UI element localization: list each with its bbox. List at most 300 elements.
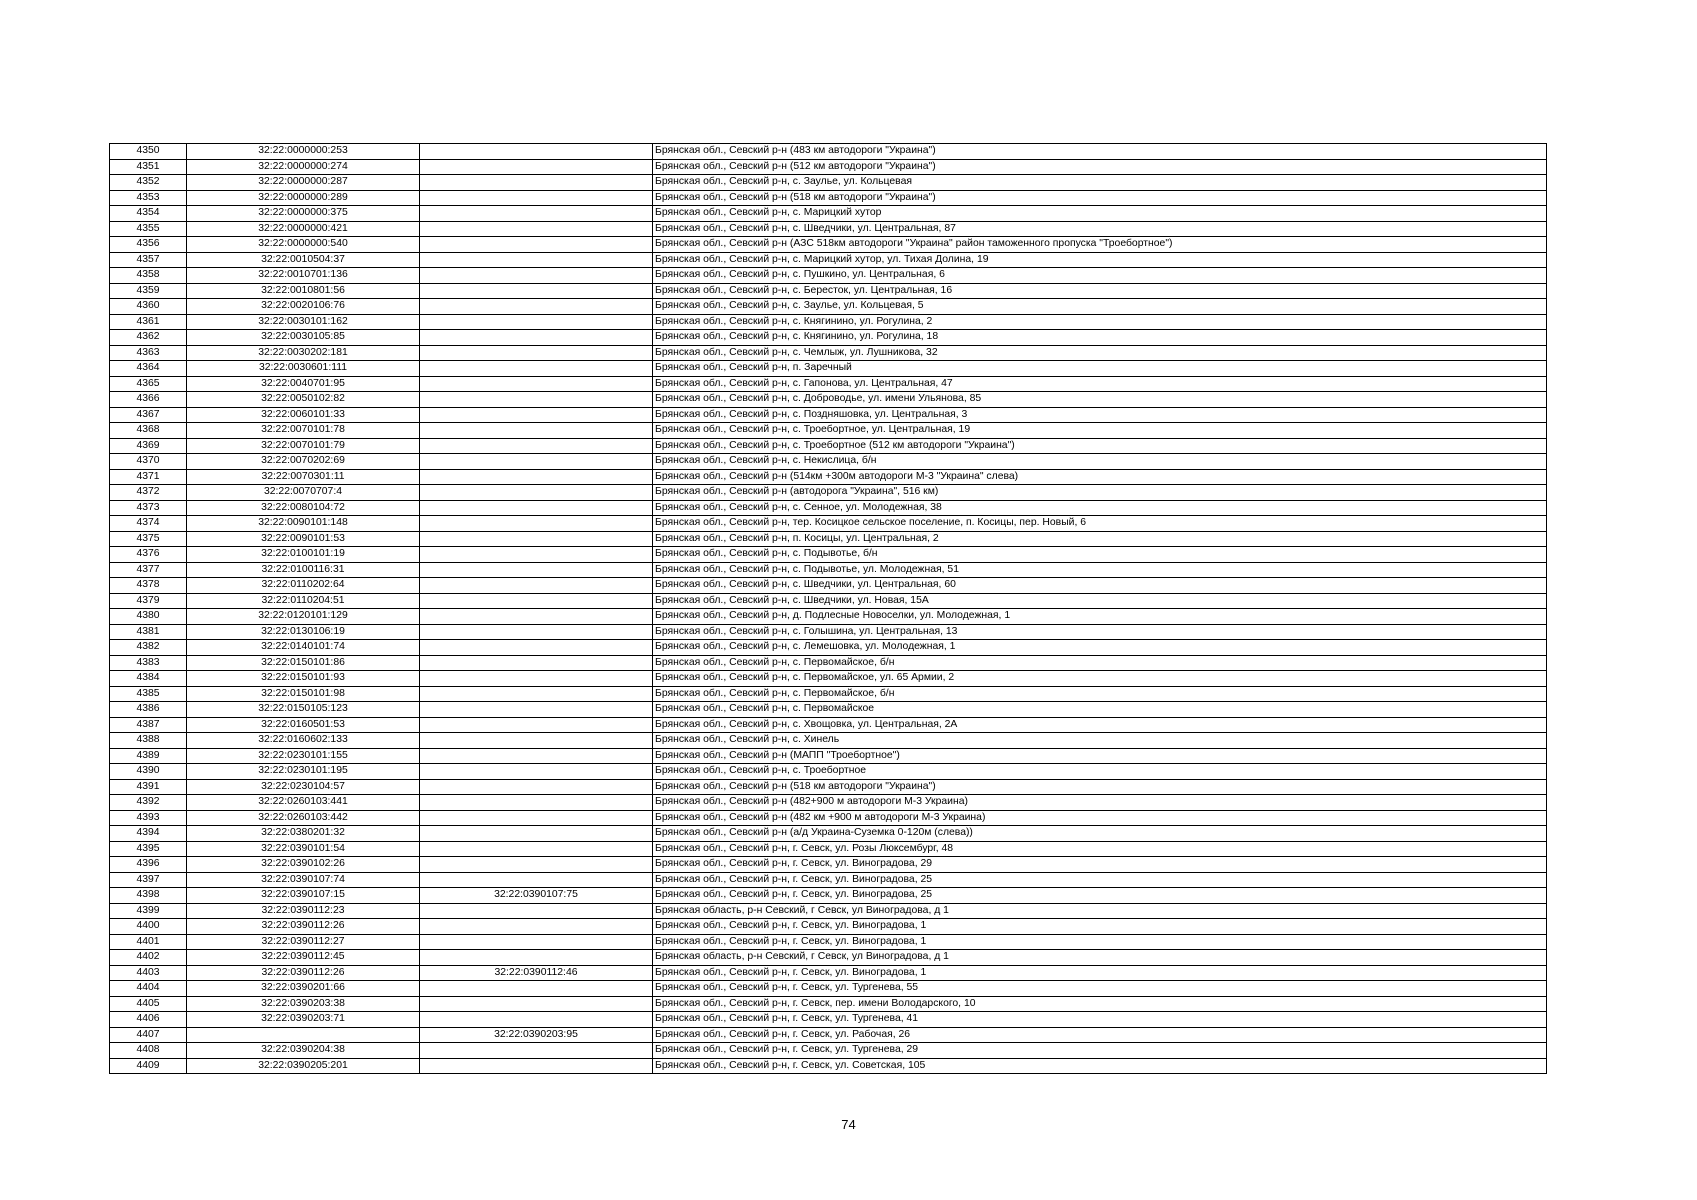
table-row bbox=[110, 640, 1547, 656]
cadastral-number-cell: 32:22:0000000:540 bbox=[187, 237, 420, 253]
cadastral-number-cell: 32:22:0390112:27 bbox=[187, 934, 420, 950]
linked-cadastral-number-cell bbox=[420, 516, 653, 532]
row-number-cell: 4408 bbox=[110, 1043, 187, 1059]
row-number-cell: 4384 bbox=[110, 671, 187, 687]
cadastral-number-cell: 32:22:0010701:136 bbox=[187, 268, 420, 284]
table-row bbox=[110, 965, 1547, 981]
row-number-cell: 4366 bbox=[110, 392, 187, 408]
linked-cadastral-number-cell bbox=[420, 779, 653, 795]
linked-cadastral-number-cell bbox=[420, 919, 653, 935]
address-cell: Брянская обл., Севский р-н (МАПП "Троебортное") bbox=[653, 748, 1547, 764]
row-number-cell: 4377 bbox=[110, 562, 187, 578]
linked-cadastral-number-cell bbox=[420, 469, 653, 485]
row-number-cell: 4399 bbox=[110, 903, 187, 919]
address-cell: Брянская обл., Севский р-н, с. Голышина, ул. Центральная, 13 bbox=[653, 624, 1547, 640]
registry-table-body bbox=[110, 144, 1547, 1074]
cadastral-number-cell: 32:22:0100101:19 bbox=[187, 547, 420, 563]
cadastral-number-cell: 32:22:0020106:76 bbox=[187, 299, 420, 315]
cadastral-number-cell: 32:22:0390203:71 bbox=[187, 1012, 420, 1028]
table-row bbox=[110, 702, 1547, 718]
linked-cadastral-number-cell bbox=[420, 237, 653, 253]
linked-cadastral-number-cell bbox=[420, 671, 653, 687]
linked-cadastral-number-cell bbox=[420, 175, 653, 191]
linked-cadastral-number-cell bbox=[420, 454, 653, 470]
address-cell: Брянская обл., Севский р-н, г. Севск, ул. Виноградова, 29 bbox=[653, 857, 1547, 873]
address-cell: Брянская обл., Севский р-н, г. Севск, ул. Тургенева, 29 bbox=[653, 1043, 1547, 1059]
table-row bbox=[110, 624, 1547, 640]
linked-cadastral-number-cell bbox=[420, 841, 653, 857]
linked-cadastral-number-cell bbox=[420, 407, 653, 423]
table-row bbox=[110, 392, 1547, 408]
table-row bbox=[110, 857, 1547, 873]
table-row bbox=[110, 764, 1547, 780]
cadastral-number-cell: 32:22:0160501:53 bbox=[187, 717, 420, 733]
address-cell: Брянская обл., Севский р-н, с. Хинель bbox=[653, 733, 1547, 749]
table-row bbox=[110, 795, 1547, 811]
row-number-cell: 4387 bbox=[110, 717, 187, 733]
address-cell: Брянская обл., Севский р-н, с. Княгинино, ул. Рогулина, 18 bbox=[653, 330, 1547, 346]
row-number-cell: 4372 bbox=[110, 485, 187, 501]
row-number-cell: 4354 bbox=[110, 206, 187, 222]
row-number-cell: 4375 bbox=[110, 531, 187, 547]
linked-cadastral-number-cell bbox=[420, 655, 653, 671]
linked-cadastral-number-cell bbox=[420, 795, 653, 811]
linked-cadastral-number-cell bbox=[420, 345, 653, 361]
cadastral-number-cell: 32:22:0390205:201 bbox=[187, 1058, 420, 1074]
table-row bbox=[110, 469, 1547, 485]
cadastral-number-cell: 32:22:0090101:148 bbox=[187, 516, 420, 532]
linked-cadastral-number-cell bbox=[420, 392, 653, 408]
table-row bbox=[110, 1043, 1547, 1059]
row-number-cell: 4394 bbox=[110, 826, 187, 842]
address-cell: Брянская обл., Севский р-н, п. Заречный bbox=[653, 361, 1547, 377]
row-number-cell: 4403 bbox=[110, 965, 187, 981]
address-cell: Брянская обл., Севский р-н (АЗС 518км автодороги "Украина" район таможенного пропуска "Троебортное") bbox=[653, 237, 1547, 253]
linked-cadastral-number-cell bbox=[420, 1058, 653, 1074]
address-cell: Брянская область, р-н Севский, г Севск, ул Виноградова, д 1 bbox=[653, 903, 1547, 919]
address-cell: Брянская обл., Севский р-н, с. Бересток, ул. Центральная, 16 bbox=[653, 283, 1547, 299]
address-cell: Брянская обл., Севский р-н, с. Шведчики, ул. Новая, 15А bbox=[653, 593, 1547, 609]
cadastral-number-cell: 32:22:0390107:74 bbox=[187, 872, 420, 888]
row-number-cell: 4356 bbox=[110, 237, 187, 253]
cadastral-number-cell: 32:22:0390107:15 bbox=[187, 888, 420, 904]
cadastral-number-cell: 32:22:0230101:155 bbox=[187, 748, 420, 764]
address-cell: Брянская обл., Севский р-н, с. Хвощовка, ул. Центральная, 2А bbox=[653, 717, 1547, 733]
row-number-cell: 4380 bbox=[110, 609, 187, 625]
linked-cadastral-number-cell: 32:22:0390203:95 bbox=[420, 1027, 653, 1043]
table-row bbox=[110, 500, 1547, 516]
table-row bbox=[110, 578, 1547, 594]
row-number-cell: 4402 bbox=[110, 950, 187, 966]
linked-cadastral-number-cell bbox=[420, 283, 653, 299]
linked-cadastral-number-cell bbox=[420, 144, 653, 160]
row-number-cell: 4369 bbox=[110, 438, 187, 454]
address-cell: Брянская обл., Севский р-н, с. Марицкий хутор bbox=[653, 206, 1547, 222]
table-row bbox=[110, 547, 1547, 563]
table-row bbox=[110, 237, 1547, 253]
table-row bbox=[110, 919, 1547, 935]
linked-cadastral-number-cell bbox=[420, 872, 653, 888]
row-number-cell: 4364 bbox=[110, 361, 187, 377]
address-cell: Брянская обл., Севский р-н (483 км автодороги "Украина") bbox=[653, 144, 1547, 160]
address-cell: Брянская обл., Севский р-н (518 км автодороги "Украина") bbox=[653, 190, 1547, 206]
table-row bbox=[110, 950, 1547, 966]
cadastral-number-cell: 32:22:0390112:23 bbox=[187, 903, 420, 919]
table-row bbox=[110, 485, 1547, 501]
row-number-cell: 4363 bbox=[110, 345, 187, 361]
address-cell: Брянская обл., Севский р-н, г. Севск, ул. Виноградова, 1 bbox=[653, 965, 1547, 981]
cadastral-number-cell: 32:22:0070202:69 bbox=[187, 454, 420, 470]
row-number-cell: 4396 bbox=[110, 857, 187, 873]
row-number-cell: 4360 bbox=[110, 299, 187, 315]
cadastral-number-cell: 32:22:0000000:375 bbox=[187, 206, 420, 222]
table-row bbox=[110, 1058, 1547, 1074]
row-number-cell: 4385 bbox=[110, 686, 187, 702]
linked-cadastral-number-cell bbox=[420, 330, 653, 346]
cadastral-number-cell: 32:22:0110202:64 bbox=[187, 578, 420, 594]
table-row bbox=[110, 516, 1547, 532]
linked-cadastral-number-cell bbox=[420, 810, 653, 826]
linked-cadastral-number-cell bbox=[420, 950, 653, 966]
address-cell: Брянская обл., Севский р-н, тер. Косицкое сельское поселение, п. Косицы, пер. Новый, 6 bbox=[653, 516, 1547, 532]
linked-cadastral-number-cell bbox=[420, 733, 653, 749]
row-number-cell: 4391 bbox=[110, 779, 187, 795]
row-number-cell: 4401 bbox=[110, 934, 187, 950]
cadastral-number-cell: 32:22:0160602:133 bbox=[187, 733, 420, 749]
cadastral-number-cell: 32:22:0090101:53 bbox=[187, 531, 420, 547]
row-number-cell: 4367 bbox=[110, 407, 187, 423]
cadastral-number-cell: 32:22:0260103:441 bbox=[187, 795, 420, 811]
row-number-cell: 4406 bbox=[110, 1012, 187, 1028]
cadastral-number-cell: 32:22:0390203:38 bbox=[187, 996, 420, 1012]
cadastral-number-cell: 32:22:0060101:33 bbox=[187, 407, 420, 423]
linked-cadastral-number-cell bbox=[420, 221, 653, 237]
address-cell: Брянская область, р-н Севский, г Севск, ул Виноградова, д 1 bbox=[653, 950, 1547, 966]
cadastral-number-cell: 32:22:0030105:85 bbox=[187, 330, 420, 346]
table-row bbox=[110, 144, 1547, 160]
cadastral-number-cell: 32:22:0390112:26 bbox=[187, 965, 420, 981]
row-number-cell: 4373 bbox=[110, 500, 187, 516]
cadastral-number-cell: 32:22:0390204:38 bbox=[187, 1043, 420, 1059]
address-cell: Брянская обл., Севский р-н (а/д Украина-Суземка 0-120м (слева)) bbox=[653, 826, 1547, 842]
cadastral-number-cell: 32:22:0130106:19 bbox=[187, 624, 420, 640]
table-row bbox=[110, 1027, 1547, 1043]
address-cell: Брянская обл., Севский р-н, с. Чемлыж, ул. Лушникова, 32 bbox=[653, 345, 1547, 361]
row-number-cell: 4361 bbox=[110, 314, 187, 330]
linked-cadastral-number-cell bbox=[420, 686, 653, 702]
row-number-cell: 4376 bbox=[110, 547, 187, 563]
address-cell: Брянская обл., Севский р-н, с. Первомайское, б/н bbox=[653, 686, 1547, 702]
address-cell: Брянская обл., Севский р-н, с. Троебортное (512 км автодороги "Украина") bbox=[653, 438, 1547, 454]
address-cell: Брянская обл., Севский р-н, с. Доброводье, ул. имени Ульянова, 85 bbox=[653, 392, 1547, 408]
linked-cadastral-number-cell bbox=[420, 640, 653, 656]
linked-cadastral-number-cell bbox=[420, 748, 653, 764]
linked-cadastral-number-cell: 32:22:0390112:46 bbox=[420, 965, 653, 981]
linked-cadastral-number-cell bbox=[420, 562, 653, 578]
table-row bbox=[110, 531, 1547, 547]
table-row bbox=[110, 841, 1547, 857]
row-number-cell: 4359 bbox=[110, 283, 187, 299]
row-number-cell: 4357 bbox=[110, 252, 187, 268]
cadastral-number-cell: 32:22:0150101:93 bbox=[187, 671, 420, 687]
row-number-cell: 4365 bbox=[110, 376, 187, 392]
row-number-cell: 4400 bbox=[110, 919, 187, 935]
table-row bbox=[110, 330, 1547, 346]
row-number-cell: 4395 bbox=[110, 841, 187, 857]
row-number-cell: 4409 bbox=[110, 1058, 187, 1074]
cadastral-number-cell: 32:22:0150105:123 bbox=[187, 702, 420, 718]
cadastral-number-cell: 32:22:0000000:287 bbox=[187, 175, 420, 191]
table-row bbox=[110, 826, 1547, 842]
table-row bbox=[110, 717, 1547, 733]
cadastral-number-cell: 32:22:0380201:32 bbox=[187, 826, 420, 842]
cadastral-number-cell: 32:22:0390101:54 bbox=[187, 841, 420, 857]
linked-cadastral-number-cell bbox=[420, 1043, 653, 1059]
linked-cadastral-number-cell bbox=[420, 981, 653, 997]
row-number-cell: 4358 bbox=[110, 268, 187, 284]
linked-cadastral-number-cell bbox=[420, 299, 653, 315]
cadastral-number-cell: 32:22:0230104:57 bbox=[187, 779, 420, 795]
linked-cadastral-number-cell bbox=[420, 500, 653, 516]
row-number-cell: 4404 bbox=[110, 981, 187, 997]
row-number-cell: 4388 bbox=[110, 733, 187, 749]
table-row bbox=[110, 423, 1547, 439]
linked-cadastral-number-cell bbox=[420, 268, 653, 284]
cadastral-number-cell: 32:22:0390201:66 bbox=[187, 981, 420, 997]
cadastral-number-cell: 32:22:0390102:26 bbox=[187, 857, 420, 873]
address-cell: Брянская обл., Севский р-н, с. Некислица, б/н bbox=[653, 454, 1547, 470]
cadastral-number-cell: 32:22:0030202:181 bbox=[187, 345, 420, 361]
row-number-cell: 4355 bbox=[110, 221, 187, 237]
table-row bbox=[110, 1012, 1547, 1028]
cadastral-number-cell: 32:22:0040701:95 bbox=[187, 376, 420, 392]
table-row bbox=[110, 903, 1547, 919]
row-number-cell: 4368 bbox=[110, 423, 187, 439]
linked-cadastral-number-cell bbox=[420, 190, 653, 206]
address-cell: Брянская обл., Севский р-н (автодорога "Украина", 516 км) bbox=[653, 485, 1547, 501]
cadastral-number-cell: 32:22:0070101:79 bbox=[187, 438, 420, 454]
address-cell: Брянская обл., Севский р-н, с. Первомайское, ул. 65 Армии, 2 bbox=[653, 671, 1547, 687]
table-row bbox=[110, 562, 1547, 578]
address-cell: Брянская обл., Севский р-н, с. Первомайское, б/н bbox=[653, 655, 1547, 671]
row-number-cell: 4390 bbox=[110, 764, 187, 780]
address-cell: Брянская обл., Севский р-н, г. Севск, ул. Виноградова, 25 bbox=[653, 872, 1547, 888]
cadastral-number-cell: 32:22:0000000:253 bbox=[187, 144, 420, 160]
table-row bbox=[110, 872, 1547, 888]
linked-cadastral-number-cell bbox=[420, 996, 653, 1012]
cadastral-number-cell: 32:22:0140101:74 bbox=[187, 640, 420, 656]
table-row bbox=[110, 748, 1547, 764]
cadastral-number-cell: 32:22:0010801:56 bbox=[187, 283, 420, 299]
row-number-cell: 4370 bbox=[110, 454, 187, 470]
address-cell: Брянская обл., Севский р-н (512 км автодороги "Украина") bbox=[653, 159, 1547, 175]
cadastral-number-cell: 32:22:0080104:72 bbox=[187, 500, 420, 516]
cadastral-number-cell: 32:22:0010504:37 bbox=[187, 252, 420, 268]
table-row bbox=[110, 252, 1547, 268]
row-number-cell: 4392 bbox=[110, 795, 187, 811]
page-number: 74 bbox=[841, 1117, 856, 1132]
linked-cadastral-number-cell bbox=[420, 531, 653, 547]
table-row bbox=[110, 888, 1547, 904]
linked-cadastral-number-cell bbox=[420, 903, 653, 919]
cadastral-registry-table bbox=[109, 143, 1547, 1074]
table-row bbox=[110, 981, 1547, 997]
table-row bbox=[110, 996, 1547, 1012]
address-cell: Брянская обл., Севский р-н, г. Севск, ул. Тургенева, 55 bbox=[653, 981, 1547, 997]
address-cell: Брянская обл., Севский р-н, с. Заулье, ул. Кольцевая bbox=[653, 175, 1547, 191]
table-row bbox=[110, 454, 1547, 470]
cadastral-number-cell: 32:22:0070101:78 bbox=[187, 423, 420, 439]
linked-cadastral-number-cell bbox=[420, 485, 653, 501]
table-row bbox=[110, 671, 1547, 687]
row-number-cell: 4351 bbox=[110, 159, 187, 175]
address-cell: Брянская обл., Севский р-н, г. Севск, пер. имени Володарского, 10 bbox=[653, 996, 1547, 1012]
row-number-cell: 4407 bbox=[110, 1027, 187, 1043]
cadastral-number-cell: 32:22:0150101:98 bbox=[187, 686, 420, 702]
cadastral-number-cell: 32:22:0000000:289 bbox=[187, 190, 420, 206]
row-number-cell: 4350 bbox=[110, 144, 187, 160]
linked-cadastral-number-cell bbox=[420, 206, 653, 222]
row-number-cell: 4379 bbox=[110, 593, 187, 609]
linked-cadastral-number-cell bbox=[420, 609, 653, 625]
address-cell: Брянская обл., Севский р-н (514км +300м автодороги М-3 "Украина" слева) bbox=[653, 469, 1547, 485]
address-cell: Брянская обл., Севский р-н, г. Севск, ул. Розы Люксембург, 48 bbox=[653, 841, 1547, 857]
table-row bbox=[110, 221, 1547, 237]
cadastral-number-cell: 32:22:0390112:45 bbox=[187, 950, 420, 966]
address-cell: Брянская обл., Севский р-н, с. Подывотье, ул. Молодежная, 51 bbox=[653, 562, 1547, 578]
table-row bbox=[110, 283, 1547, 299]
address-cell: Брянская обл., Севский р-н, г. Севск, ул. Виноградова, 1 bbox=[653, 919, 1547, 935]
address-cell: Брянская обл., Севский р-н, с. Княгинино, ул. Рогулина, 2 bbox=[653, 314, 1547, 330]
address-cell: Брянская обл., Севский р-н (482 км +900 м автодороги М-3 Украина) bbox=[653, 810, 1547, 826]
row-number-cell: 4386 bbox=[110, 702, 187, 718]
row-number-cell: 4362 bbox=[110, 330, 187, 346]
row-number-cell: 4405 bbox=[110, 996, 187, 1012]
address-cell: Брянская обл., Севский р-н, с. Лемешовка, ул. Молодежная, 1 bbox=[653, 640, 1547, 656]
table-row bbox=[110, 376, 1547, 392]
table-row bbox=[110, 190, 1547, 206]
linked-cadastral-number-cell bbox=[420, 857, 653, 873]
table-row bbox=[110, 655, 1547, 671]
cadastral-number-cell: 32:22:0230101:195 bbox=[187, 764, 420, 780]
linked-cadastral-number-cell bbox=[420, 159, 653, 175]
address-cell: Брянская обл., Севский р-н, с. Сенное, ул. Молодежная, 38 bbox=[653, 500, 1547, 516]
cadastral-number-cell: 32:22:0030101:162 bbox=[187, 314, 420, 330]
address-cell: Брянская обл., Севский р-н, г. Севск, ул. Советская, 105 bbox=[653, 1058, 1547, 1074]
address-cell: Брянская обл., Севский р-н (482+900 м автодороги М-3 Украина) bbox=[653, 795, 1547, 811]
address-cell: Брянская обл., Севский р-н, г. Севск, ул. Виноградова, 25 bbox=[653, 888, 1547, 904]
cadastral-number-cell: 32:22:0390112:26 bbox=[187, 919, 420, 935]
linked-cadastral-number-cell bbox=[420, 376, 653, 392]
cadastral-number-cell: 32:22:0150101:86 bbox=[187, 655, 420, 671]
table-row bbox=[110, 345, 1547, 361]
table-row bbox=[110, 593, 1547, 609]
row-number-cell: 4382 bbox=[110, 640, 187, 656]
address-cell: Брянская обл., Севский р-н, г. Севск, ул. Рабочая, 26 bbox=[653, 1027, 1547, 1043]
linked-cadastral-number-cell bbox=[420, 314, 653, 330]
cadastral-number-cell: 32:22:0100116:31 bbox=[187, 562, 420, 578]
cadastral-number-cell: 32:22:0260103:442 bbox=[187, 810, 420, 826]
address-cell: Брянская обл., Севский р-н, с. Троебортное, ул. Центральная, 19 bbox=[653, 423, 1547, 439]
cadastral-number-cell: 32:22:0030601:111 bbox=[187, 361, 420, 377]
address-cell: Брянская обл., Севский р-н, с. Марицкий хутор, ул. Тихая Долина, 19 bbox=[653, 252, 1547, 268]
cadastral-number-cell bbox=[187, 1027, 420, 1043]
row-number-cell: 4389 bbox=[110, 748, 187, 764]
table-row bbox=[110, 934, 1547, 950]
address-cell: Брянская обл., Севский р-н, п. Косицы, ул. Центральная, 2 bbox=[653, 531, 1547, 547]
address-cell: Брянская обл., Севский р-н, с. Первомайское bbox=[653, 702, 1547, 718]
linked-cadastral-number-cell bbox=[420, 578, 653, 594]
table-row bbox=[110, 609, 1547, 625]
table-row bbox=[110, 438, 1547, 454]
linked-cadastral-number-cell bbox=[420, 717, 653, 733]
table-row bbox=[110, 314, 1547, 330]
linked-cadastral-number-cell bbox=[420, 252, 653, 268]
table-row bbox=[110, 159, 1547, 175]
linked-cadastral-number-cell bbox=[420, 624, 653, 640]
row-number-cell: 4378 bbox=[110, 578, 187, 594]
address-cell: Брянская обл., Севский р-н, с. Поздняшовка, ул. Центральная, 3 bbox=[653, 407, 1547, 423]
linked-cadastral-number-cell bbox=[420, 702, 653, 718]
cadastral-number-cell: 32:22:0000000:274 bbox=[187, 159, 420, 175]
linked-cadastral-number-cell bbox=[420, 826, 653, 842]
address-cell: Брянская обл., Севский р-н, с. Троебортное bbox=[653, 764, 1547, 780]
table-row bbox=[110, 810, 1547, 826]
table-row bbox=[110, 779, 1547, 795]
row-number-cell: 4374 bbox=[110, 516, 187, 532]
row-number-cell: 4353 bbox=[110, 190, 187, 206]
address-cell: Брянская обл., Севский р-н, д. Подлесные Новоселки, ул. Молодежная, 1 bbox=[653, 609, 1547, 625]
table-row bbox=[110, 175, 1547, 191]
linked-cadastral-number-cell bbox=[420, 934, 653, 950]
address-cell: Брянская обл., Севский р-н, с. Пушкино, ул. Центральная, 6 bbox=[653, 268, 1547, 284]
linked-cadastral-number-cell: 32:22:0390107:75 bbox=[420, 888, 653, 904]
row-number-cell: 4398 bbox=[110, 888, 187, 904]
row-number-cell: 4397 bbox=[110, 872, 187, 888]
address-cell: Брянская обл., Севский р-н, с. Гапонова, ул. Центральная, 47 bbox=[653, 376, 1547, 392]
address-cell: Брянская обл., Севский р-н, с. Шведчики, ул. Центральная, 87 bbox=[653, 221, 1547, 237]
table-row bbox=[110, 733, 1547, 749]
row-number-cell: 4381 bbox=[110, 624, 187, 640]
linked-cadastral-number-cell bbox=[420, 438, 653, 454]
table-row bbox=[110, 407, 1547, 423]
linked-cadastral-number-cell bbox=[420, 764, 653, 780]
cadastral-number-cell: 32:22:0050102:82 bbox=[187, 392, 420, 408]
linked-cadastral-number-cell bbox=[420, 547, 653, 563]
address-cell: Брянская обл., Севский р-н, с. Шведчики, ул. Центральная, 60 bbox=[653, 578, 1547, 594]
linked-cadastral-number-cell bbox=[420, 423, 653, 439]
linked-cadastral-number-cell bbox=[420, 593, 653, 609]
row-number-cell: 4393 bbox=[110, 810, 187, 826]
cadastral-number-cell: 32:22:0120101:129 bbox=[187, 609, 420, 625]
address-cell: Брянская обл., Севский р-н, г. Севск, ул. Виноградова, 1 bbox=[653, 934, 1547, 950]
address-cell: Брянская обл., Севский р-н, г. Севск, ул. Тургенева, 41 bbox=[653, 1012, 1547, 1028]
table-row bbox=[110, 686, 1547, 702]
cadastral-number-cell: 32:22:0000000:421 bbox=[187, 221, 420, 237]
cadastral-number-cell: 32:22:0110204:51 bbox=[187, 593, 420, 609]
cadastral-number-cell: 32:22:0070301:11 bbox=[187, 469, 420, 485]
cadastral-number-cell: 32:22:0070707:4 bbox=[187, 485, 420, 501]
table-row bbox=[110, 361, 1547, 377]
table-row bbox=[110, 268, 1547, 284]
table-row bbox=[110, 299, 1547, 315]
linked-cadastral-number-cell bbox=[420, 1012, 653, 1028]
row-number-cell: 4352 bbox=[110, 175, 187, 191]
linked-cadastral-number-cell bbox=[420, 361, 653, 377]
address-cell: Брянская обл., Севский р-н, с. Подывотье, б/н bbox=[653, 547, 1547, 563]
table-row bbox=[110, 206, 1547, 222]
row-number-cell: 4371 bbox=[110, 469, 187, 485]
